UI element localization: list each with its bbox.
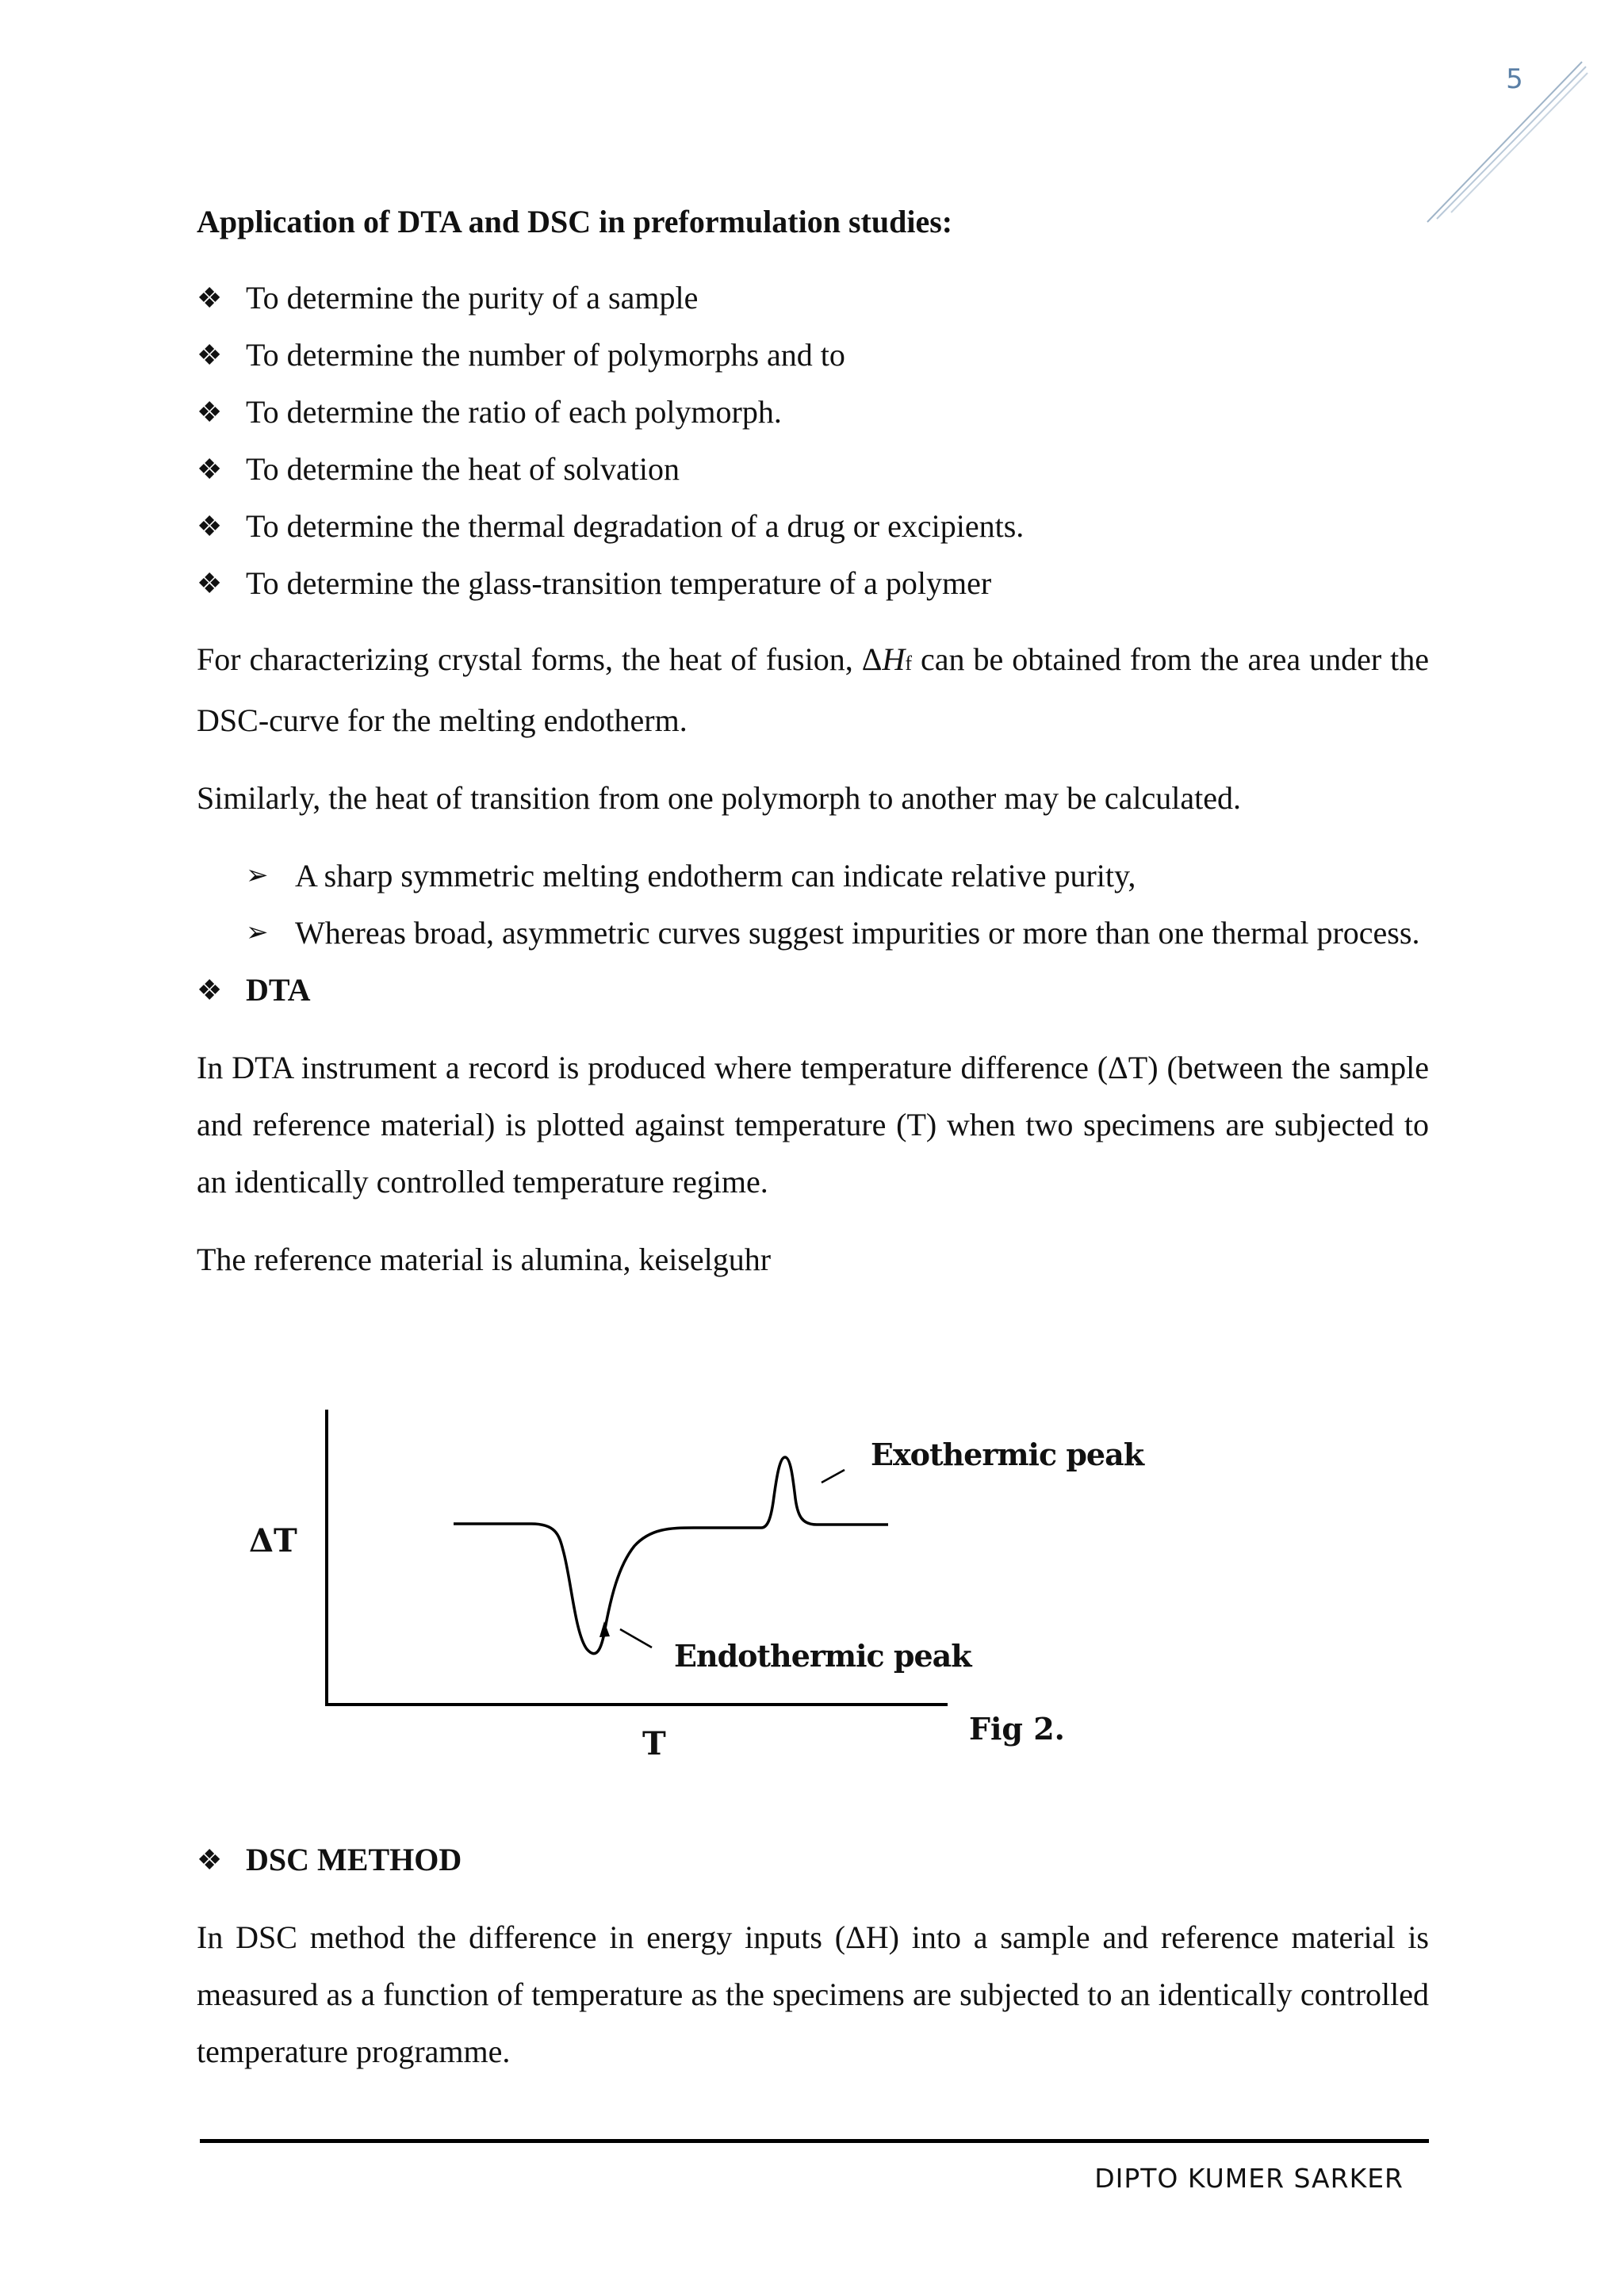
list-item-text: To determine the heat of solvation	[246, 451, 680, 487]
heading-text: DTA	[246, 972, 311, 1008]
section-heading: Application of DTA and DSC in preformulation studies:	[197, 204, 953, 239]
enthalpy-symbol: H	[882, 641, 906, 677]
list-item	[197, 498, 1429, 555]
y-axis-label: ΔT	[249, 1522, 297, 1559]
paragraph-text: For characterizing crystal forms, the heat of fusion, Δ	[197, 641, 883, 677]
exo-leader-line	[822, 1470, 845, 1483]
endothermic-peak-label: Endothermic peak	[674, 1638, 971, 1674]
heat-of-fusion-paragraph	[197, 631, 1429, 749]
paragraph-text: can be obtained from the area under the DSC-curve for the melting endotherm.	[197, 641, 1429, 738]
dsc-section	[197, 1831, 1429, 2101]
list-item-text: To determine the purity of a sample	[246, 280, 699, 316]
heading-text: DSC METHOD	[246, 1842, 462, 1877]
subscript: f	[905, 652, 912, 675]
diamond-bullet-icon: ❖	[197, 974, 223, 1006]
diamond-bullet-icon: ❖	[197, 511, 223, 542]
list-item-text: A sharp symmetric melting endotherm can indicate relative purity,	[295, 858, 1136, 894]
dsc-paragraph: In DSC method the difference in energy inputs (ΔH) into a sample and reference material is measured as a function of temperature as the specimens are subjected to an identically controlled temperature programme.	[197, 1919, 1429, 2069]
main-content	[197, 193, 1429, 1309]
diamond-bullet-icon: ❖	[197, 453, 223, 485]
list-item	[197, 270, 1429, 327]
list-item	[197, 555, 1429, 612]
footer-divider	[200, 2139, 1429, 2143]
list-item	[197, 327, 1429, 384]
diamond-bullet-icon: ❖	[197, 1844, 223, 1876]
arrow-bullet-icon: ➢	[246, 918, 269, 947]
diamond-bullet-icon: ❖	[197, 568, 223, 599]
list-item-text: To determine the number of polymorphs and to	[246, 337, 845, 373]
list-item-text: To determine the ratio of each polymorph.	[246, 394, 782, 430]
applications-list	[197, 270, 1429, 612]
x-axis-label: T	[642, 1725, 666, 1762]
arrow-head-icon	[599, 1621, 610, 1637]
dsc-heading	[197, 1831, 1429, 1888]
list-item-text: Whereas broad, asymmetric curves suggest impurities or more than one thermal process.	[295, 915, 1420, 951]
page-number: 5	[1506, 63, 1523, 95]
list-item	[246, 905, 1429, 962]
purity-list	[197, 848, 1429, 962]
dta-paragraph: In DTA instrument a record is produced where temperature difference (ΔT) (between the sample and reference material) is plotted against temperature (T) when two specimens are subjected to an identically controlled temperature regime.	[197, 1050, 1429, 1200]
list-item-text: To determine the glass-transition temperature of a polymer	[246, 565, 992, 601]
dta-figure	[238, 1395, 1144, 1776]
dta-heading	[197, 962, 1429, 1019]
endo-leader-line	[620, 1629, 652, 1647]
list-item	[197, 441, 1429, 498]
list-item	[197, 384, 1429, 441]
corner-decoration	[1419, 55, 1594, 230]
diamond-bullet-icon: ❖	[197, 282, 223, 314]
footer-author: DIPTO KUMER SARKER	[1094, 2163, 1404, 2194]
arrow-bullet-icon: ➢	[246, 861, 269, 890]
list-item	[246, 848, 1429, 905]
diamond-bullet-icon: ❖	[197, 339, 223, 371]
figure-caption: Fig 2.	[969, 1711, 1065, 1747]
list-item-text: To determine the thermal degradation of a drug or excipients.	[246, 508, 1025, 544]
diamond-bullet-icon: ❖	[197, 396, 223, 428]
dta-curve	[454, 1457, 888, 1654]
reference-material-paragraph: The reference material is alumina, keiselguhr	[197, 1242, 772, 1277]
exothermic-peak-label: Exothermic peak	[871, 1437, 1144, 1472]
transition-paragraph: Similarly, the heat of transition from one polymorph to another may be calculated.	[197, 780, 1242, 816]
